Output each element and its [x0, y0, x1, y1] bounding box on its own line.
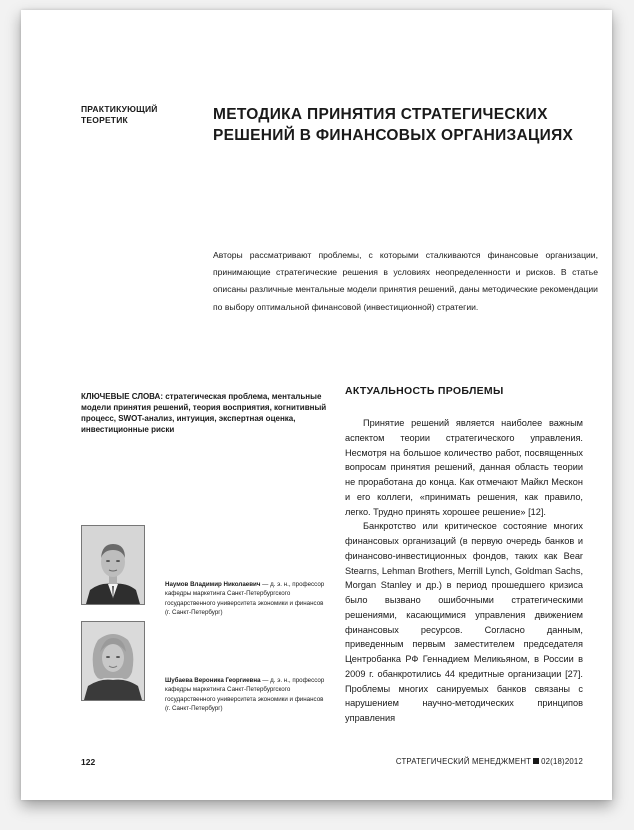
author-photo-1	[81, 525, 145, 605]
footer-magazine	[396, 757, 583, 766]
author-2-name: Шубаева Вероника Георгиевна	[165, 677, 261, 684]
paragraph-1: Принятие решений является наиболее важным аспектом теории стратегического управления. Несмотря на большое количество работ, посвященных вопросам принятия решений, данная область теории не проработана до конца. Как отмечают Майкл Мескон и его коллеги, «принимать решения, как правило, легко. Трудно принять хорошее решение» [12].	[345, 418, 583, 517]
author-photo-2	[81, 621, 145, 701]
journal-page	[21, 10, 612, 800]
author-2-bio: — д. э. н., профессор кафедры маркетинга Санкт-Петербургского государственного университета экономики и финансов (г. Санкт-Петербург)	[165, 677, 325, 713]
issue-number: 02(18)2012	[541, 757, 583, 766]
section-heading: АКТУАЛЬНОСТЬ ПРОБЛЕМЫ	[345, 385, 504, 397]
keywords-label: КЛЮЧЕВЫЕ СЛОВА:	[81, 392, 163, 401]
title-line-1: МЕТОДИКА ПРИНЯТИЯ СТРАТЕГИЧЕСКИХ	[213, 106, 548, 123]
abstract: Авторы рассматривают проблемы, с которыми сталкиваются финансовые организации, принимающие стратегические решения в условиях неопределенности и рисков. В статье описаны различные ментальные модели принятия решений, даны методические рекомендации по выбору оптимальной финансовой (инвестиционной) стратегии.	[213, 250, 598, 312]
article-title	[213, 104, 593, 146]
rubric-line-2: ТЕОРЕТИК	[81, 115, 128, 125]
article-body	[345, 416, 583, 726]
keywords	[81, 391, 331, 435]
title-line-2: РЕШЕНИЙ В ФИНАНСОВЫХ ОРГАНИЗАЦИЯХ	[213, 127, 574, 144]
author-1	[165, 580, 330, 618]
author-1-bio: — д. э. н., профессор кафедры маркетинга Санкт-Петербургского государственного университета экономики и финансов (г. Санкт-Петербург)	[165, 581, 325, 617]
author-2	[165, 676, 330, 714]
keywords-text: стратегическая проблема, ментальные модели принятия решений, теория восприятия, когнитивный процесс, SWOT-анализ, интуиция, экспертная оценка, инвестиционные риски	[81, 392, 327, 434]
square-separator-icon	[533, 758, 539, 764]
page-number: 122	[81, 757, 96, 767]
rubric	[81, 104, 201, 126]
rubric-line-1: ПРАКТИКУЮЩИЙ	[81, 104, 158, 114]
paragraph-2: Банкротство или критическое состояние многих финансовых организаций (в первую очередь банков и финансово-инвестиционных фондов, таких как Bear Stearns, Lehman Brothers, Merrill Lynch, Goldman Sachs, Morgan Stanley и др.) в период прошедшего кризиса было вызвано ошибочными стратегическими решениями, касающимися управления движением финансовых ресурсов. Согласно данным, приведенным первым заместителем председателя Центробанка РФ Геннадием Меликьяном, в России в 2009 г. обанкротились 44 кредитные организации [27]. Проблемы многих санируемых банков связаны с нарушением научно-методических принципов управления	[345, 521, 583, 723]
author-1-name: Наумов Владимир Николаевич	[165, 581, 261, 588]
magazine-name: СТРАТЕГИЧЕСКИЙ МЕНЕДЖМЕНТ	[395, 757, 532, 766]
